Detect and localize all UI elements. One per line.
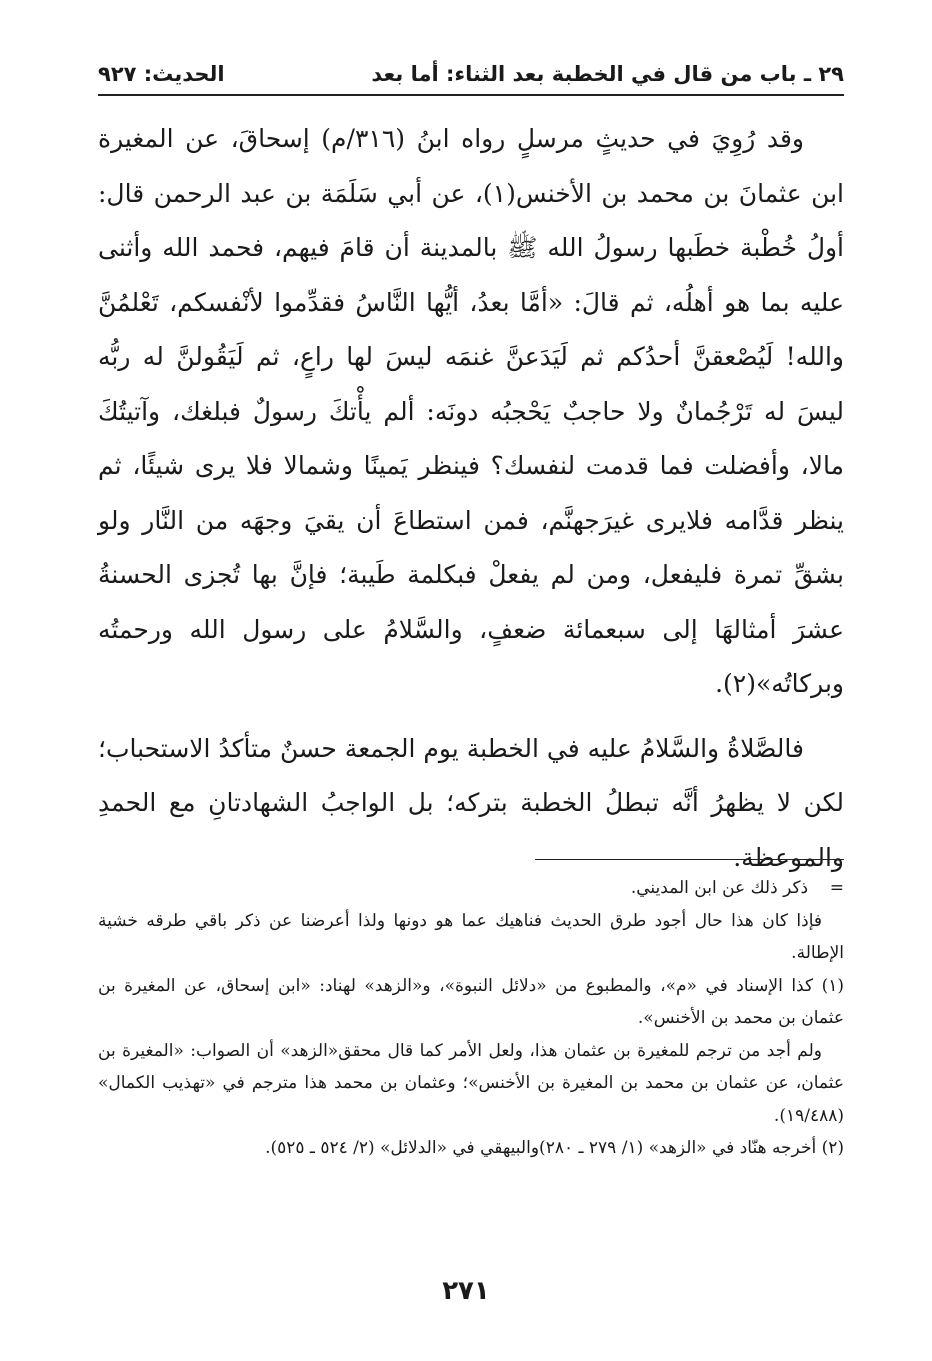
page-number: ٢٧١ — [442, 1276, 490, 1306]
footnote-1: (١) كذا الإسناد في «م»، والمطبوع من «دلائل النبوة»، و«الزهد» لهناد: «ابن إسحاق، عن المغيرة بن عثمان بن محمد بن الأخنس». — [98, 975, 844, 1028]
continuation-marker: = — [829, 878, 844, 898]
footnote-1-continued: ولم أجد من ترجم للمغيرة بن عثمان هذا، ولعل الأمر كما قال محقق«الزهد» أن الصواب: «المغيرة بن عثمان، عن عثمان بن محمد بن المغيرة بن الأخنس»؛ وعثمان بن محمد هذا مترجم في «تهذيب الكمال» (١٩/٤٨٨). — [98, 1040, 844, 1126]
continuation-text: ذكر ذلك عن ابن المديني. — [630, 878, 809, 898]
footnote-2: (٢) أخرجه هنّاد في «الزهد» (١/ ٢٧٩ ـ ٢٨٠)والبيهقي في «الدلائل» (٢/ ٥٢٤ ـ ٥٢٥). — [265, 1138, 844, 1158]
main-text — [98, 112, 844, 885]
chapter-title: ٢٩ ـ باب من قال في الخطبة بعد الثناء: أما بعد — [371, 62, 844, 86]
footnotes — [98, 872, 844, 1165]
main-paragraph-1: وقد رُوِيَ في حديثٍ مرسلٍ رواه ابنُ (٣١٦/م) إسحاقَ، عن المغيرة ابن عثمانَ بن محمد بن الأخنس(١)، عن أبي سَلَمَة بن عبد الرحمن قال: أولُ خُطْبة خطَبها رسولُ الله ﷺ بالمدينة أن قامَ فيهم، فحمد الله وأثنى عليه بما هو أهلُه، ثم قالَ: «أمَّا بعدُ، أيُّها النَّاسُ فقدِّموا لأنْفسكم، تَعْلمُنَّ والله! لَيُصْعقنَّ أحدُكم ثم لَيَدَعنَّ غنمَه ليسَ لها راعٍ، ثم لَيَقُولنَّ له ربُّه ليسَ له تَرْجُمانٌ ولا حاجبٌ يَحْجبُه دونَه: ألم يأْتكَ رسولٌ فبلغك، وآتيتُكَ مالا، وأفضلت فما قدمت لنفسك؟ فينظر يَمينًا وشمالا فلا يرى شيئًا، ثم ينظر قدَّامه فلايرى غيرَجهنَّم، فمن استطاعَ أن يقيَ وجهَه من النَّار ولو بشقِّ تمرة فليفعل، ومن لم يفعلْ فبكلمة طَيبة؛ فإنَّ بها تُجزى الحسنةُ عشرَ أمثالهَا إلى سبعمائة ضعفٍ، والسَّلامُ على رسول الله ورحمتُه وبركاتُه»(٢). — [98, 124, 844, 698]
hadith-number: الحديث: ٩٢٧ — [98, 62, 225, 86]
footnote-continuation-paragraph: فإذا كان هذا حال أجود طرق الحديث فناهيك عما هو دونها ولذا أعرضنا عن ذكر باقي طرقه خشية الإطالة. — [98, 910, 844, 963]
main-paragraph-2: فالصَّلاةُ والسَّلامُ عليه في الخطبة يوم الجمعة حسنٌ متأكدُ الاستحباب؛ لكن لا يظهرُ أنَّه تبطلُ الخطبة بتركه؛ بل الواجبُ الشهادتانِ مع الحمدِ والموعظة. — [98, 733, 844, 872]
footnote-continuation-line — [98, 872, 844, 905]
header-rule — [98, 94, 844, 96]
footnote-separator — [535, 859, 844, 860]
running-header — [98, 54, 844, 94]
